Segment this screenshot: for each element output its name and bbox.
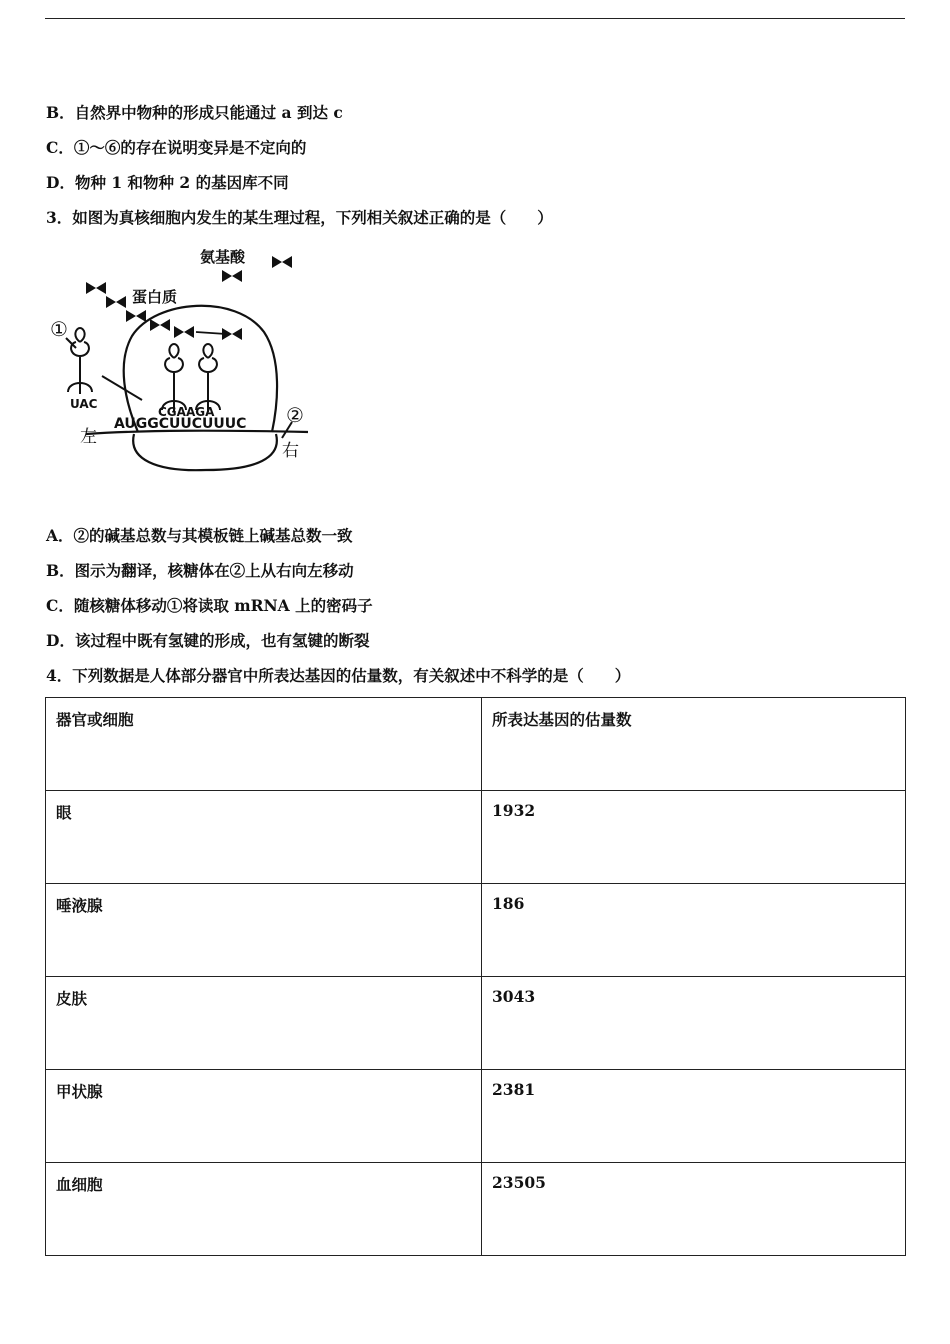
table-cell-count: 3043 — [482, 977, 906, 1070]
q4-stem: 4．下列数据是人体部分器官中所表达基因的估量数，有关叙述中不科学的是（ ） — [46, 666, 631, 685]
table-cell-count: 1932 — [482, 791, 906, 884]
table-cell-count: 186 — [482, 884, 906, 977]
table-header-cell: 器官或细胞 — [46, 698, 482, 791]
amino-acid-label: 氨基酸 — [200, 248, 246, 266]
mrna-sequence: AUGGCUUCUUUC — [114, 416, 247, 432]
q2-option-b: B．自然界中物种的形成只能通过 a 到达 c — [46, 103, 343, 122]
q3-stem: 3．如图为真核细胞内发生的某生理过程，下列相关叙述正确的是（ ） — [46, 208, 553, 227]
table-row — [46, 1163, 906, 1256]
anticodons-top: CGAAGA — [158, 405, 215, 419]
trna-pointer — [102, 376, 142, 400]
table-cell-organ: 眼 — [46, 791, 482, 884]
right-label: 右 — [282, 441, 299, 461]
amino-acid-icon — [272, 256, 292, 268]
marker-1-label: ① — [50, 317, 68, 341]
trna-right — [196, 344, 220, 412]
q3-option-a: A．②的碱基总数与其模板链上碱基总数一致 — [46, 526, 353, 545]
anticodon-left: UAC — [70, 397, 98, 411]
table-row — [46, 1070, 906, 1163]
table-cell-count: 2381 — [482, 1070, 906, 1163]
gene-expression-table — [45, 697, 906, 1256]
table-cell-organ: 唾液腺 — [46, 884, 482, 977]
table-row — [46, 791, 906, 884]
header-rule — [45, 18, 905, 19]
table-cell-count: 23505 — [482, 1163, 906, 1256]
ribosome-small-subunit — [133, 434, 277, 470]
table-header-row — [46, 698, 906, 791]
table-cell-organ: 甲状腺 — [46, 1070, 482, 1163]
left-label: 左 — [80, 427, 97, 447]
q2-option-c: C．①～⑥的存在说明变异是不定向的 — [46, 138, 307, 157]
table-cell-organ: 血细胞 — [46, 1163, 482, 1256]
table-row — [46, 977, 906, 1070]
table-row — [46, 884, 906, 977]
q3-option-c: C．随核糖体移动①将读取 mRNA 上的密码子 — [46, 596, 373, 615]
protein-label: 蛋白质 — [132, 288, 178, 306]
q3-option-b: B．图示为翻译，核糖体在②上从右向左移动 — [46, 561, 354, 580]
amino-acid-icon — [222, 270, 242, 282]
protein-arrow — [196, 332, 226, 334]
trna-middle — [162, 344, 186, 412]
marker-2-label: ② — [286, 403, 304, 427]
q2-option-d: D．物种 1 和物种 2 的基因库不同 — [46, 173, 289, 192]
table-cell-organ: 皮肤 — [46, 977, 482, 1070]
q3-option-d: D．该过程中既有氢键的形成，也有氢键的断裂 — [46, 631, 370, 650]
translation-diagram — [46, 244, 316, 474]
table-header-cell: 所表达基因的估量数 — [482, 698, 906, 791]
